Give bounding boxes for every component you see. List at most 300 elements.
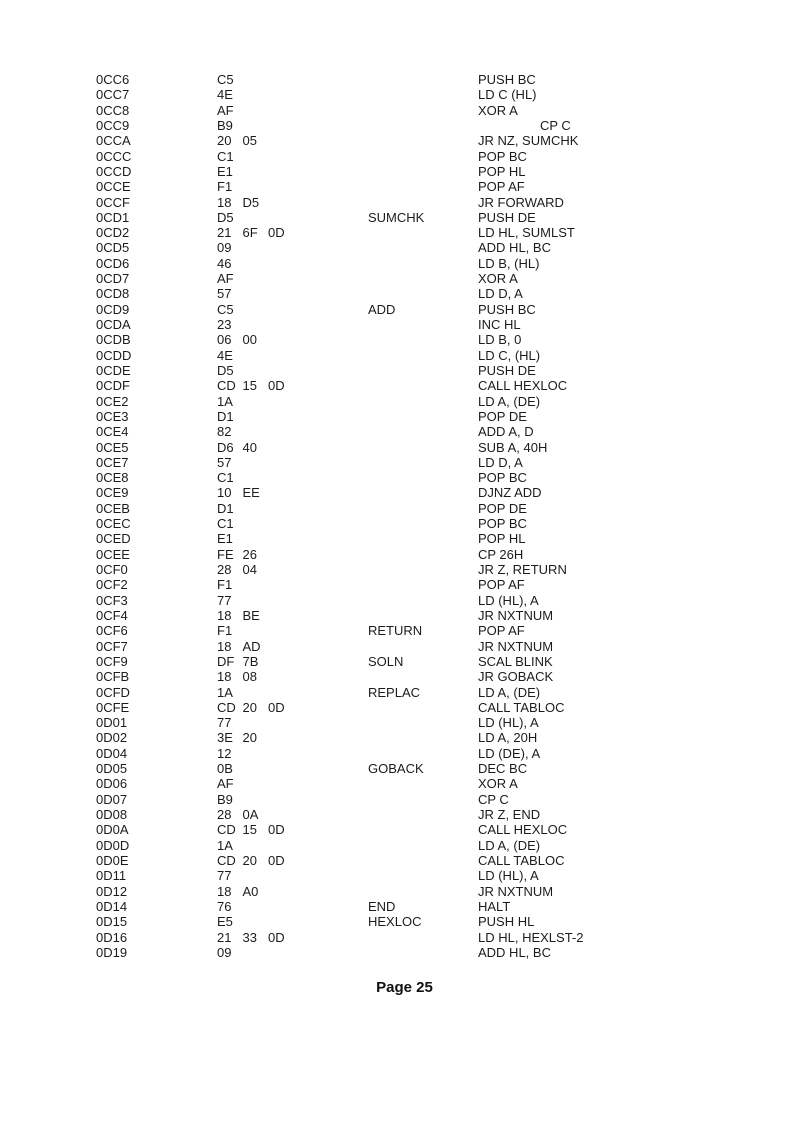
address-cell: 0CD2 (96, 225, 130, 241)
address-cell: 0D0A (96, 822, 129, 838)
byte-value: D5 (217, 209, 234, 225)
bytes-cell (217, 868, 231, 883)
listing-row (0, 87, 793, 102)
byte-value: D5 (217, 362, 234, 378)
byte-value: 0D (268, 225, 285, 241)
address-cell: 0D15 (96, 914, 128, 930)
instruction-cell: LD HL, SUMLST (478, 225, 575, 241)
instruction-cell: PUSH BC (478, 72, 536, 87)
byte-value: DF (217, 653, 235, 669)
bytes-cell (217, 149, 234, 164)
bytes-cell (217, 685, 233, 700)
instruction-cell: POP BC (478, 470, 527, 486)
byte-value: 18 (217, 607, 232, 623)
byte-value: 82 (217, 424, 232, 440)
bytes-cell (217, 485, 260, 500)
bytes-cell (217, 302, 234, 317)
listing-row (0, 884, 793, 899)
byte-value: 57 (217, 454, 232, 470)
byte-value: 15 (242, 822, 257, 838)
address-cell: 0D0D (96, 837, 130, 853)
bytes-cell (217, 164, 233, 179)
address-cell: 0CD9 (96, 301, 130, 317)
address-cell: 0CC7 (96, 87, 130, 103)
bytes-cell (217, 593, 231, 608)
instruction-cell: CP C (478, 791, 509, 807)
byte-value: A0 (242, 883, 259, 899)
bytes-cell (217, 455, 231, 470)
instruction-cell: PUSH DE (478, 362, 536, 378)
address-cell: 0CDF (96, 378, 130, 394)
bytes-cell (217, 87, 233, 102)
listing-row (0, 608, 793, 623)
byte-value: C1 (217, 516, 234, 532)
byte-value: AF (217, 102, 234, 118)
bytes-cell (217, 103, 234, 118)
bytes-cell (217, 914, 233, 929)
bytes-cell (217, 256, 231, 271)
instruction-cell: LD (DE), A (478, 745, 541, 761)
address-cell: 0D08 (96, 807, 128, 822)
bytes-cell (217, 470, 234, 485)
bytes-cell (217, 179, 232, 194)
bytes-cell (217, 118, 233, 133)
address-cell: 0CCC (96, 148, 132, 164)
address-cell: 0CE3 (96, 408, 129, 424)
instruction-cell: LD A, (DE) (478, 684, 541, 700)
instruction-cell: CALL HEXLOC (478, 822, 568, 838)
listing-row (0, 118, 793, 133)
listing-row (0, 195, 793, 210)
bytes-cell (217, 608, 260, 623)
byte-value: B9 (217, 791, 233, 807)
address-cell: 0CF3 (96, 592, 128, 608)
listing-row (0, 302, 793, 317)
instruction-cell: LD (HL), A (478, 868, 539, 884)
listing-row (0, 240, 793, 255)
address-cell: 0CFE (96, 699, 130, 715)
bytes-cell (217, 930, 285, 945)
listing-row (0, 501, 793, 516)
address-cell: 0CDD (96, 347, 132, 363)
listing-row (0, 485, 793, 500)
address-cell: 0CC9 (96, 117, 130, 133)
listing-row (0, 133, 793, 148)
byte-value: 1A (217, 837, 233, 853)
byte-value: FE (217, 546, 234, 562)
byte-value: C1 (217, 470, 234, 486)
address-cell: 0CF6 (96, 623, 128, 639)
byte-value: 20 (217, 133, 232, 149)
listing-row (0, 271, 793, 286)
bytes-cell (217, 746, 231, 761)
byte-value: 77 (217, 715, 232, 731)
bytes-cell (217, 562, 257, 577)
byte-value: 77 (217, 592, 232, 608)
address-cell: 0CD5 (96, 240, 130, 256)
label-cell: HEXLOC (368, 914, 422, 930)
listing-row (0, 72, 793, 87)
bytes-cell (217, 363, 234, 378)
listing-row (0, 332, 793, 347)
byte-value: 4E (217, 87, 233, 103)
bytes-cell (217, 225, 285, 240)
byte-value: 18 (217, 883, 232, 899)
instruction-cell: JR NXTNUM (478, 607, 554, 623)
byte-value: 28 (217, 562, 232, 577)
page-footer (0, 979, 793, 997)
address-cell: 0CC6 (96, 72, 130, 87)
listing-row (0, 700, 793, 715)
listing-row (0, 164, 793, 179)
instruction-cell: XOR A (478, 102, 518, 118)
instruction-cell: ADD HL, BC (478, 944, 551, 960)
address-cell: 0CD8 (96, 286, 130, 302)
instruction-cell: JR NXTNUM (478, 883, 554, 899)
instruction-cell: CALL TABLOC (478, 699, 565, 715)
bytes-cell (217, 286, 231, 301)
bytes-cell (217, 899, 231, 914)
bytes-cell (217, 654, 258, 669)
byte-value: E1 (217, 163, 233, 179)
listing-row (0, 761, 793, 776)
bytes-cell (217, 440, 257, 455)
instruction-cell: LD C (HL) (478, 87, 537, 103)
instruction-cell: LD D, A (478, 454, 523, 470)
listing-row (0, 103, 793, 118)
listing-row (0, 822, 793, 837)
byte-value: B9 (217, 117, 233, 133)
byte-value: 18 (217, 638, 232, 654)
address-cell: 0CE7 (96, 454, 129, 470)
address-cell: 0CCA (96, 133, 131, 149)
instruction-cell: LD HL, HEXLST-2 (478, 929, 584, 945)
byte-value: BE (242, 607, 260, 623)
byte-value: 0A (242, 807, 259, 822)
bytes-cell (217, 240, 231, 255)
instruction-cell: LD B, 0 (478, 332, 522, 348)
byte-value: 76 (217, 898, 232, 914)
byte-value: EE (242, 485, 260, 501)
byte-value: 09 (217, 944, 232, 960)
address-cell: 0D05 (96, 761, 128, 777)
instruction-cell: ADD HL, BC (478, 240, 551, 256)
instruction-cell: DEC BC (478, 761, 528, 777)
byte-value: 0D (268, 852, 285, 868)
address-cell: 0D0E (96, 852, 129, 868)
instruction-cell: JR NXTNUM (478, 638, 554, 654)
instruction-cell: POP HL (478, 531, 526, 547)
listing-row (0, 256, 793, 271)
bytes-cell (217, 776, 234, 791)
address-cell: 0D07 (96, 791, 128, 807)
address-cell: 0CF7 (96, 638, 128, 654)
bytes-cell (217, 822, 285, 837)
bytes-cell (217, 623, 232, 638)
bytes-cell (217, 195, 259, 210)
byte-value: 33 (242, 929, 257, 945)
listing-row (0, 424, 793, 439)
address-cell: 0CCE (96, 179, 131, 195)
byte-value: 00 (242, 332, 257, 348)
byte-value: 40 (242, 439, 257, 455)
instruction-cell: ADD A, D (478, 424, 534, 440)
instruction-cell: SUB A, 40H (478, 439, 548, 455)
listing-row (0, 516, 793, 531)
address-cell: 0D19 (96, 944, 128, 960)
listing-row (0, 149, 793, 164)
byte-value: 1A (217, 684, 233, 700)
bytes-cell (217, 730, 257, 745)
byte-value: F1 (217, 577, 233, 593)
byte-value: CD (217, 378, 236, 394)
byte-value: D6 (217, 439, 234, 455)
listing-row (0, 179, 793, 194)
address-cell: 0CDA (96, 317, 131, 332)
byte-value: 18 (217, 194, 232, 210)
byte-value: 08 (242, 669, 257, 685)
instruction-cell: LD (HL), A (478, 592, 539, 608)
bytes-cell (217, 210, 234, 225)
instruction-cell: POP BC (478, 516, 527, 532)
address-cell: 0D16 (96, 929, 128, 945)
listing-row (0, 853, 793, 868)
bytes-cell (217, 394, 233, 409)
bytes-cell (217, 531, 233, 546)
listing-row (0, 593, 793, 608)
instruction-cell: CP 26H (478, 546, 524, 562)
instruction-cell: PUSH BC (478, 301, 536, 317)
listing-row (0, 225, 793, 240)
listing-row (0, 914, 793, 929)
instruction-cell: LD D, A (478, 286, 523, 302)
bytes-cell (217, 424, 231, 439)
byte-value: 12 (217, 745, 232, 761)
address-cell: 0CF4 (96, 607, 128, 623)
address-cell: 0CD6 (96, 255, 130, 271)
listing-row (0, 715, 793, 730)
bytes-cell (217, 409, 234, 424)
instruction-cell: INC HL (478, 317, 521, 332)
byte-value: 3E (217, 730, 233, 746)
instruction-cell: POP AF (478, 179, 525, 195)
instruction-cell: XOR A (478, 271, 518, 287)
address-cell: 0CFB (96, 669, 130, 685)
page-number: Page 25 (376, 979, 433, 996)
byte-value: 06 (217, 332, 232, 348)
bytes-cell (217, 72, 234, 87)
byte-value: 21 (217, 225, 232, 241)
byte-value: 15 (242, 378, 257, 394)
address-cell: 0CCD (96, 163, 132, 179)
bytes-cell (217, 838, 233, 853)
address-cell: 0CEC (96, 516, 131, 532)
listing-row (0, 286, 793, 301)
bytes-cell (217, 501, 234, 516)
byte-value: 05 (242, 133, 257, 149)
address-cell: 0CF9 (96, 653, 128, 669)
label-cell: END (368, 898, 396, 914)
listing-row (0, 470, 793, 485)
bytes-cell (217, 577, 232, 592)
label-cell: REPLAC (368, 684, 421, 700)
bytes-cell (217, 715, 231, 730)
assembly-listing (0, 72, 793, 960)
address-cell: 0D02 (96, 730, 128, 746)
byte-value: AF (217, 271, 234, 287)
byte-value: 20 (242, 699, 257, 715)
listing-row (0, 378, 793, 393)
bytes-cell (217, 761, 233, 776)
byte-value: CD (217, 699, 236, 715)
address-cell: 0CE4 (96, 424, 129, 440)
bytes-cell (217, 516, 234, 531)
instruction-cell: SCAL BLINK (478, 653, 553, 669)
address-cell: 0CE5 (96, 439, 129, 455)
byte-value: 57 (217, 286, 232, 302)
listing-row (0, 531, 793, 546)
instruction-cell: POP DE (478, 408, 527, 424)
bytes-cell (217, 884, 258, 899)
byte-value: 09 (217, 240, 232, 256)
listing-row (0, 669, 793, 684)
listing-row (0, 930, 793, 945)
bytes-cell (217, 133, 257, 148)
instruction-cell: CALL HEXLOC (478, 378, 568, 394)
instruction-cell: LD A, (DE) (478, 393, 541, 409)
byte-value: D5 (242, 194, 260, 210)
bytes-cell (217, 348, 233, 363)
listing-row (0, 210, 793, 225)
byte-value: 04 (242, 562, 257, 577)
listing-row (0, 776, 793, 791)
label-cell: SOLN (368, 653, 404, 669)
listing-row (0, 317, 793, 332)
byte-value: F1 (217, 623, 233, 639)
listing-row (0, 455, 793, 470)
label-cell: SUMCHK (368, 209, 425, 225)
listing-row (0, 945, 793, 960)
address-cell: 0D04 (96, 745, 128, 761)
instruction-cell: JR Z, END (478, 807, 541, 822)
instruction-cell: DJNZ ADD (478, 485, 542, 501)
bytes-cell (217, 378, 285, 393)
listing-row (0, 547, 793, 562)
instruction-cell: LD C, (HL) (478, 347, 541, 363)
address-cell: 0CE9 (96, 485, 129, 501)
bytes-cell (217, 807, 258, 822)
instruction-cell: JR GOBACK (478, 669, 554, 685)
address-cell: 0CD1 (96, 209, 130, 225)
address-cell: 0CCF (96, 194, 130, 210)
byte-value: F1 (217, 179, 233, 195)
listing-row (0, 792, 793, 807)
listing-row (0, 440, 793, 455)
byte-value: 20 (242, 730, 257, 746)
address-cell: 0D01 (96, 715, 128, 731)
address-cell: 0CD7 (96, 271, 130, 287)
listing-row (0, 685, 793, 700)
byte-value: AD (242, 638, 261, 654)
instruction-cell: LD A, 20H (478, 730, 538, 746)
bytes-cell (217, 669, 257, 684)
label-cell: GOBACK (368, 761, 424, 777)
byte-value: E5 (217, 914, 233, 930)
listing-row (0, 363, 793, 378)
byte-value: 6F (242, 225, 258, 241)
address-cell: 0CED (96, 531, 131, 547)
address-cell: 0CE2 (96, 393, 129, 409)
address-cell: 0CF0 (96, 562, 128, 577)
byte-value: 23 (217, 317, 232, 332)
byte-value: 46 (217, 255, 232, 271)
bytes-cell (217, 317, 231, 332)
listing-row (0, 348, 793, 363)
address-cell: 0D11 (96, 868, 127, 884)
instruction-cell: PUSH DE (478, 209, 536, 225)
address-cell: 0CEE (96, 546, 130, 562)
byte-value: E1 (217, 531, 233, 547)
address-cell: 0D06 (96, 776, 128, 792)
address-cell: 0CFD (96, 684, 130, 700)
instruction-cell: POP AF (478, 623, 525, 639)
byte-value: 0D (268, 929, 285, 945)
instruction-cell: JR FORWARD (478, 194, 564, 210)
bytes-cell (217, 853, 285, 868)
listing-row (0, 807, 793, 822)
address-cell: 0CDB (96, 332, 131, 348)
instruction-cell: XOR A (478, 776, 518, 792)
listing-row (0, 394, 793, 409)
listing-row (0, 838, 793, 853)
byte-value: C5 (217, 301, 234, 317)
listing-row (0, 868, 793, 883)
address-cell: 0CF2 (96, 577, 128, 593)
listing-row (0, 654, 793, 669)
address-cell: 0CEB (96, 500, 130, 516)
bytes-cell (217, 639, 261, 654)
byte-value: C1 (217, 148, 234, 164)
label-cell: ADD (368, 301, 396, 317)
byte-value: 0D (268, 378, 285, 394)
instruction-cell: POP AF (478, 577, 525, 593)
byte-value: 0B (217, 761, 233, 777)
address-cell: 0CE8 (96, 470, 129, 486)
listing-row (0, 623, 793, 638)
byte-value: 4E (217, 347, 233, 363)
byte-value: 1A (217, 393, 233, 409)
byte-value: D1 (217, 500, 234, 516)
instruction-cell: POP DE (478, 500, 527, 516)
bytes-cell (217, 547, 257, 562)
byte-value: 7B (242, 653, 259, 669)
instruction-cell: POP BC (478, 148, 527, 164)
byte-value: 28 (217, 807, 232, 822)
instruction-cell: JR Z, RETURN (478, 562, 567, 577)
instruction-cell: LD (HL), A (478, 715, 539, 731)
bytes-cell (217, 332, 257, 347)
byte-value: 18 (217, 669, 232, 685)
byte-value: 26 (242, 546, 257, 562)
bytes-cell (217, 792, 233, 807)
instruction-cell: CALL TABLOC (478, 852, 565, 868)
instruction-cell: JR NZ, SUMCHK (478, 133, 579, 149)
address-cell: 0CC8 (96, 102, 130, 118)
listing-row (0, 730, 793, 745)
byte-value: C5 (217, 72, 234, 87)
label-cell: RETURN (368, 623, 423, 639)
bytes-cell (217, 945, 231, 960)
